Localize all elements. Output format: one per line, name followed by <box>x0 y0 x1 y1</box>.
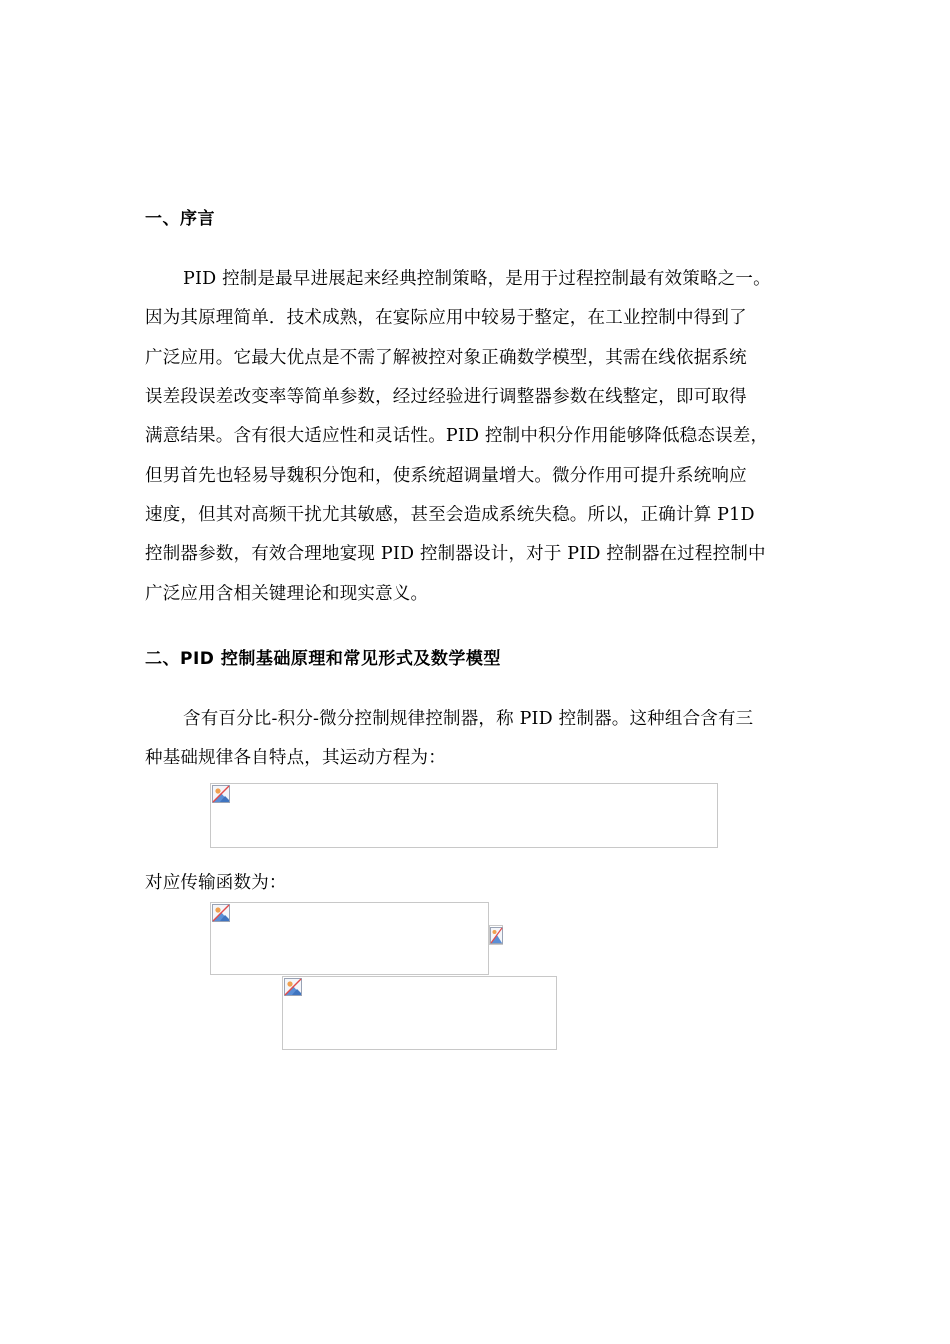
equation-image-transfer-function-2 <box>282 976 557 1050</box>
broken-image-icon <box>212 904 230 922</box>
equation-image-transfer-function <box>210 902 489 975</box>
paragraph-line: 含有百分比-积分-微分控制规律控制器，称 PID 控制器。这种组合含有三 <box>183 709 754 729</box>
paragraph-line: 广泛应用含相关键理论和现实意义。 <box>145 584 429 604</box>
paragraph-line: 误差段误差改变率等简单参数，经过经验进行调整器参数在线整定，即可取得 <box>145 387 747 407</box>
paragraph-line: 广泛应用。它最大优点是不需了解被控对象正确数学模型，其需在线依据系统 <box>145 348 747 368</box>
broken-image-icon <box>490 927 503 944</box>
paragraph-line: 控制器参数，有效合理地宴现 PID 控制器设计，对于 PID 控制器在过程控制中 <box>145 544 766 564</box>
section-heading-pid-principle: 二、PID 控制基础原理和常见形式及数学模型 <box>145 649 501 669</box>
transfer-function-label: 对应传输函数为： <box>145 873 287 893</box>
section-heading-preface: 一、序言 <box>145 209 215 229</box>
paragraph-line: PID 控制是最早进展起来经典控制策略，是用于过程控制最有效策略之一。 <box>183 269 771 289</box>
broken-image-icon <box>284 978 302 996</box>
equation-image-small <box>489 925 503 945</box>
paragraph-line: 满意结果。含有很大适应性和灵话性。PID 控制中积分作用能够降低稳态误差， <box>145 426 769 446</box>
paragraph-line: 但男首先也轻易导魏积分饱和，使系统超调量增大。微分作用可提升系统响应 <box>145 466 747 486</box>
paragraph-line: 速度，但其对高频干扰尤其敏感，甚至会造成系统失稳。所以，正确计算 P1D <box>145 505 755 525</box>
broken-image-icon <box>212 785 230 803</box>
paragraph-line: 因为其原理简单．技术成熟，在宴际应用中较易于整定，在工业控制中得到了 <box>145 308 747 328</box>
paragraph-line: 种基础规律各自特点，其运动方程为： <box>145 748 446 768</box>
equation-image-motion <box>210 783 718 848</box>
